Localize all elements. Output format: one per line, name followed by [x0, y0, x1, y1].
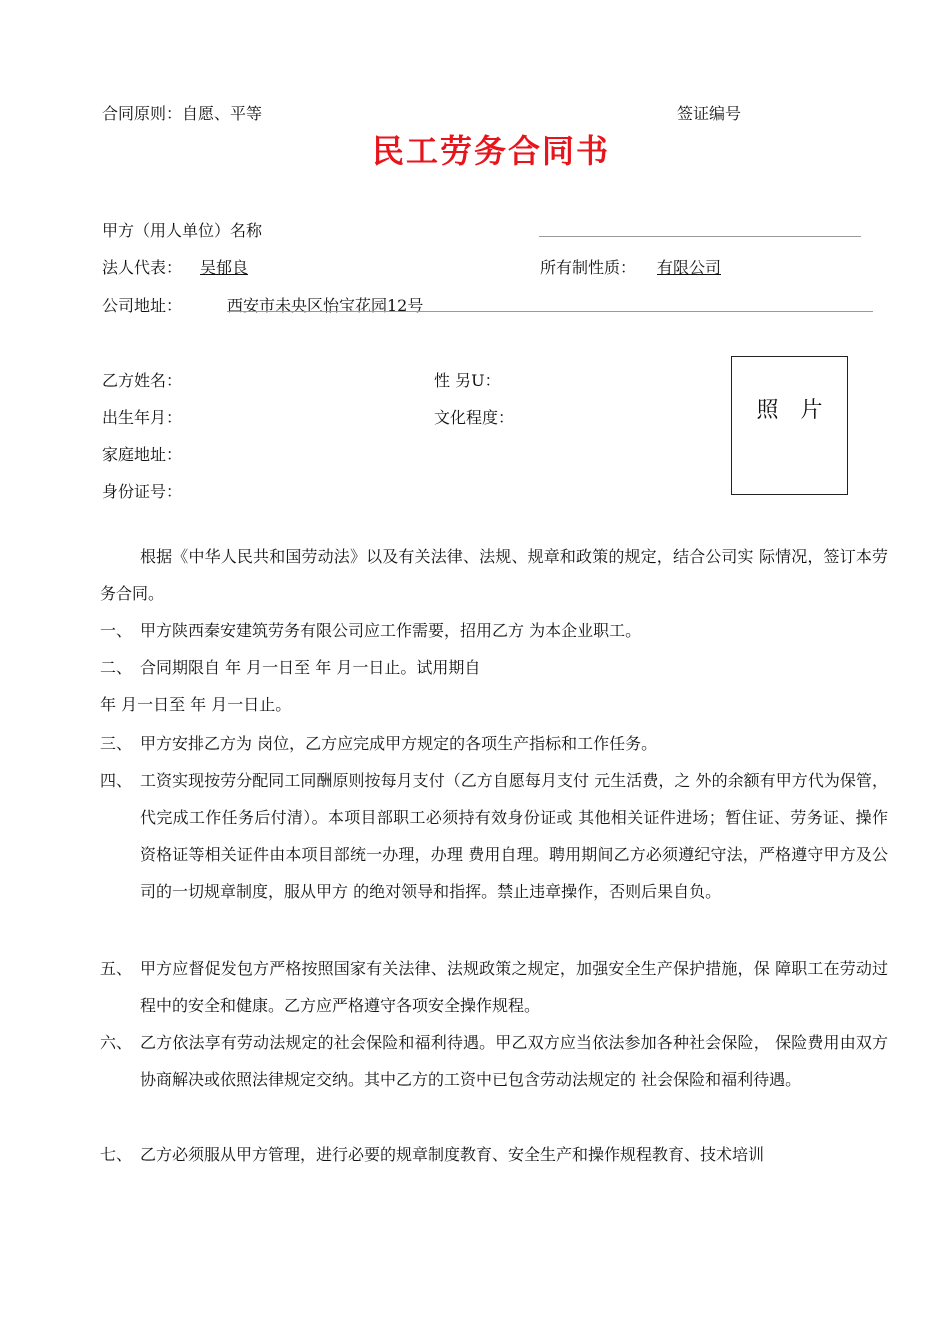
clause-4	[100, 762, 888, 910]
document-title: 民工劳务合同书	[372, 132, 611, 170]
home-address-label: 家庭地址：	[102, 445, 183, 464]
intro-paragraph: 根据《中华人民共和国劳动法》以及有关法律、法规、规章和政策的规定，结合公司实 际情况，签订本劳务合同。	[100, 547, 888, 603]
clause-text: 工资实现按劳分配同工同酬原则按每月支付（乙方自愿每月支付 元生活费，之 外的余额有甲方代为保管，代完成工作任务后付清）。本项目部职工必须持有效身份证或 其他相关证件进场；暂住证、劳务证、操作资格证等相关证件由本项目部统一办理，办理 费用自理。聘用期间乙方必须遵纪守法，严格遵守甲方及公司的一切规章制度，服从甲方 的绝对领导和指挥。禁止违章操作，否则后果自负。	[140, 771, 888, 901]
clause-text: 甲方应督促发包方严格按照国家有关法律、法规政策之规定，加强安全生产保护措施，保 障职工在劳动过程中的安全和健康。乙方应严格遵守各项安全操作规程。	[140, 959, 888, 1015]
legal-rep-label: 法人代表：	[102, 258, 183, 277]
photo-label: 照片	[756, 398, 845, 423]
photo-box	[731, 356, 848, 495]
clause-text: 合同期限自 年 月一日至 年 月一日止。试用期自	[140, 658, 481, 677]
clause-number: 二、	[100, 658, 133, 677]
education-label: 文化程度：	[434, 408, 515, 427]
company-address-value: 西安市未央区怡宝花园12号	[227, 296, 424, 315]
contract-principle: 合同原则：自愿、平等	[102, 104, 263, 123]
id-number-label: 身份证号：	[102, 482, 183, 501]
clause-number: 五、	[100, 959, 133, 978]
ownership-label: 所有制性质：	[540, 258, 637, 277]
party-a-name-line	[539, 236, 861, 237]
clause-text: 年 月一日至 年 月一日止。	[100, 695, 292, 714]
party-b-name-label: 乙方姓名：	[102, 371, 183, 390]
company-address-line	[227, 311, 873, 312]
clause-text: 乙方依法享有劳动法规定的社会保险和福利待遇。甲乙双方应当依法参加各种社会保险， 保险费用由双方协商解决或依照法律规定交纳。其中乙方的工资中已包含劳动法规定的 社会保险和福利待遇。	[140, 1033, 888, 1089]
birth-date-label: 出生年月：	[102, 408, 183, 427]
clause-6	[100, 1024, 888, 1098]
clause-3	[100, 725, 888, 762]
party-a-name-label: 甲方（用人单位）名称	[102, 221, 263, 240]
clause-number: 三、	[100, 734, 133, 753]
clause-2-continued	[100, 686, 888, 723]
clause-7	[100, 1136, 888, 1173]
clause-2	[100, 649, 888, 686]
clause-number: 六、	[100, 1033, 133, 1052]
clause-number: 四、	[100, 771, 133, 790]
company-address-label: 公司地址：	[102, 296, 183, 315]
clause-number: 一、	[100, 621, 133, 640]
clause-text: 乙方必须服从甲方管理，进行必要的规章制度教育、安全生产和操作规程教育、技术培训	[140, 1145, 765, 1164]
gender-label: 性 另U：	[434, 371, 501, 390]
clause-number: 七、	[100, 1145, 133, 1164]
legal-rep-value: 吴郁良	[200, 258, 249, 277]
visa-number-label: 签证编号	[677, 104, 742, 123]
clause-text: 甲方陕西秦安建筑劳务有限公司应工作需要，招用乙方 为本企业职工。	[140, 621, 642, 640]
clause-5	[100, 950, 888, 1024]
ownership-value: 有限公司	[657, 258, 722, 277]
clause-1	[100, 612, 888, 649]
clause-text: 甲方安排乙方为 岗位，乙方应完成甲方规定的各项生产指标和工作任务。	[140, 734, 658, 753]
